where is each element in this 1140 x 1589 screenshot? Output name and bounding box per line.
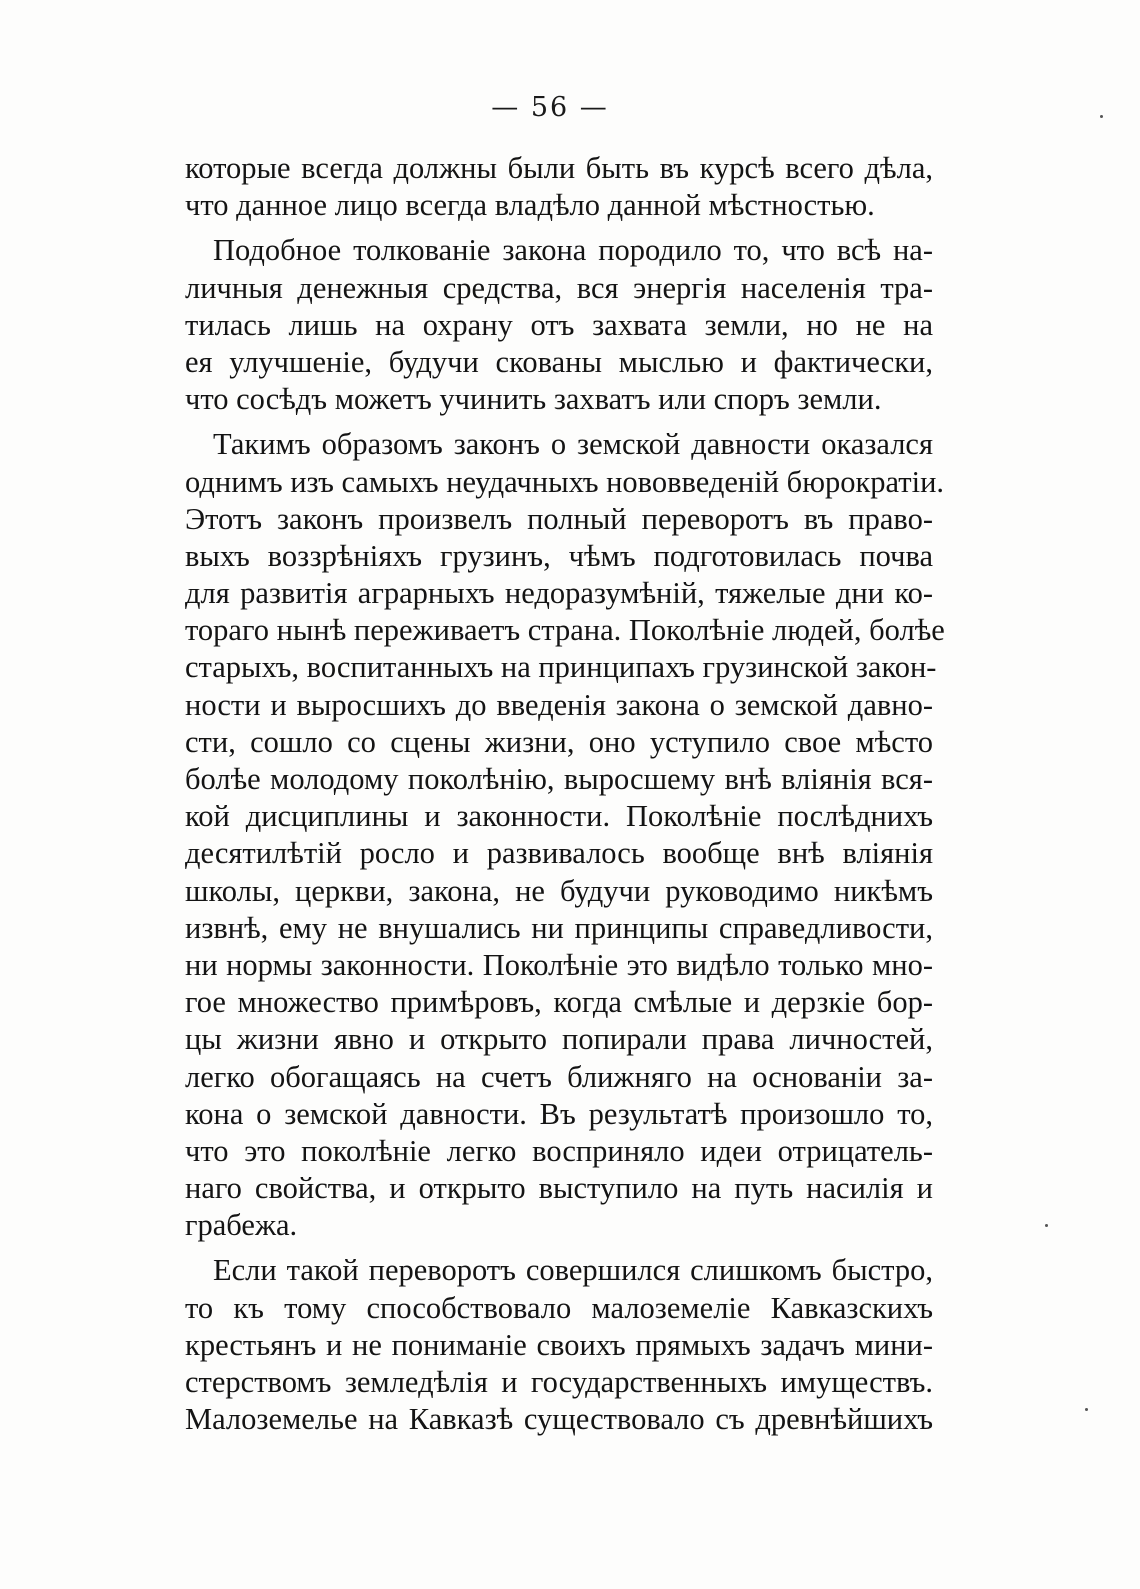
text-line: однимъ изъ самыхъ неудачныхъ нововведеній бюрократіи.	[185, 464, 945, 499]
text-line: извнѣ, ему не внушались ни принципы справедливости,	[185, 910, 933, 945]
text-line: старыхъ, воспитанныхъ на принципахъ грузинской закон-	[185, 650, 937, 685]
text-line: сти, сошло со сцены жизни, оно уступило свое мѣсто	[185, 724, 933, 759]
text-line: болѣе молодому поколѣнію, выросшему внѣ вліянія вся-	[185, 762, 933, 796]
scan-speck	[1045, 1224, 1048, 1227]
text-line: Подобное толкованіе закона породило то, что всѣ на-	[213, 233, 933, 268]
text-line: легко обогащаясь на счетъ ближняго на основаніи за-	[185, 1059, 933, 1094]
text-line: крестьянъ и не пониманіе своихъ прямыхъ задачъ мини-	[185, 1327, 933, 1362]
text-line: ея улучшеніе, будучи скованы мыслью и фактически,	[185, 344, 933, 379]
text-line: ни нормы законности. Поколѣніе это видѣло только мно-	[185, 947, 933, 982]
text-line: школы, церкви, закона, не будучи руководимо никѣмъ	[185, 873, 933, 908]
text-line: кой дисциплины и законности. Поколѣніе послѣднихъ	[185, 799, 933, 834]
text-line: десятилѣтій росло и развивалось вообще внѣ вліянія	[185, 836, 933, 871]
text-line: что данное лицо всегда владѣло данной мѣстностью.	[185, 188, 875, 223]
scan-speck	[1085, 1408, 1088, 1411]
text-line: личныя денежныя средства, вся энергія населенія тра-	[185, 270, 933, 305]
text-line: Такимъ образомъ законъ о земской давности оказался	[213, 427, 933, 462]
text-line: для развитія аграрныхъ недоразумѣній, тяжелые дни ко-	[185, 576, 933, 611]
text-line: Малоземелье на Кавказѣ существовало съ древнѣйшихъ	[185, 1402, 933, 1437]
text-line: грабежа.	[185, 1208, 298, 1243]
text-line: выхъ воззрѣніяхъ грузинъ, чѣмъ подготовилась почва	[185, 538, 933, 573]
text-line: кона о земской давности. Въ результатѣ произошло то,	[185, 1096, 933, 1131]
text-line: наго свойства, и открыто выступило на путь насилія и	[185, 1171, 933, 1206]
text-line: ности и выросшихъ до введенія закона о земской давно-	[185, 687, 933, 722]
text-line: Если такой переворотъ совершился слишкомъ быстро,	[213, 1253, 933, 1288]
text-line: тораго нынѣ переживаетъ страна. Поколѣніе людей, болѣе	[185, 613, 945, 648]
text-line: что это поколѣніе легко восприняло идеи отрицатель-	[185, 1133, 933, 1168]
text-line: гое множество примѣровъ, когда смѣлые и дерзкіе бор-	[185, 985, 933, 1020]
body-text	[185, 150, 945, 1438]
page-number: — 56 —	[491, 92, 609, 123]
text-line: тилась лишь на охрану отъ захвата земли, но не на	[185, 307, 933, 342]
text-line: то къ тому способствовало малоземеліе Кавказскихъ	[185, 1290, 933, 1325]
text-line: Этотъ законъ произвелъ полный переворотъ въ право-	[185, 501, 933, 536]
text-line: стерствомъ земледѣлія и государственныхъ имуществъ.	[185, 1365, 933, 1399]
text-line: которые всегда должны были быть въ курсѣ всего дѣла,	[185, 151, 933, 185]
text-line: цы жизни явно и открыто попирали права личностей,	[185, 1022, 933, 1057]
text-line: что сосѣдъ можетъ учинить захватъ или споръ земли.	[185, 382, 882, 417]
scan-speck	[1100, 115, 1103, 118]
